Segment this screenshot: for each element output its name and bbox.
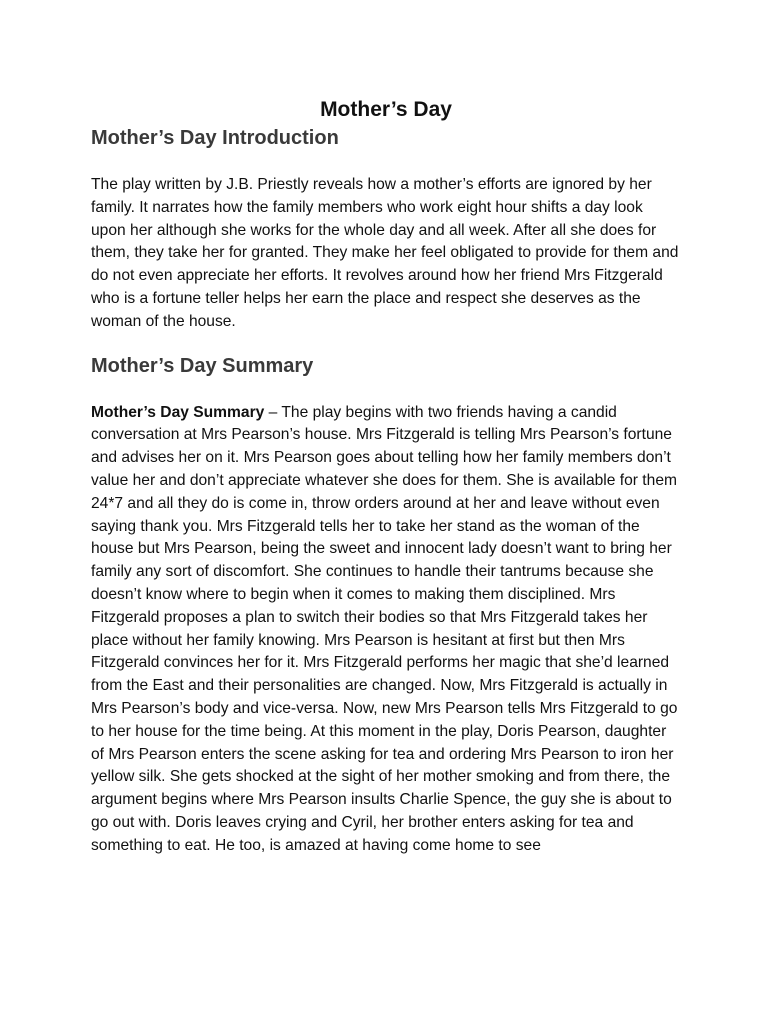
section-heading-introduction: Mother’s Day Introduction [91, 127, 339, 149]
page-title: Mother’s Day [320, 98, 452, 121]
section-heading-summary: Mother’s Day Summary [91, 354, 314, 377]
summary-body-text: – The play begins with two friends having a candid conversation at Mrs Pearson’s house. Mrs Fitzgerald is telling Mrs Pearson’s fortune and advises her on it. Mrs Pearson goes about telling how her family members don’t value her and don’t appreciate whatever she does for them. She is available for them 24*7 and all they do is come in, throw orders around at her and leave without even saying thank you. Mrs Fitzgerald tells her to take her stand as the woman of the house but Mrs Pearson, being the sweet and innocent lady doesn’t want to bring her family any sort of discomfort. She continues to handle their tantrums because she doesn’t know where to begin when it comes to making them disciplined. Mrs Fitzgerald proposes a plan to switch their bodies so that Mrs Fitzgerald takes her place without her family knowing. Mrs Pearson is hesitant at first but then Mrs Fitzgerald convinces her for it. Mrs Fitzgerald performs her magic that she’d learned from the East and their personalities are changed. Now, Mrs Fitzgerald is actually in Mrs Pearson’s body and vice-versa. Now, new Mrs Pearson tells Mrs Fitzgerald to go to her house for the time being. At this moment in the play, Doris Pearson, daughter of Mrs Pearson enters the scene asking for tea and ordering Mrs Pearson to iron her yellow silk. She gets shocked at the sight of her mother smoking and from there, the argument begins where Mrs Pearson insults Charlie Spence, the guy she is about to go out with. Doris leaves crying and Cyril, her brother enters asking for tea and something to eat. He too, is amazed at having come home to see [91, 403, 678, 854]
summary-paragraph [91, 402, 681, 858]
summary-lead-in: Mother’s Day Summary [91, 403, 265, 421]
document-page [91, 96, 681, 858]
introduction-paragraph: The play written by J.B. Priestly reveals how a mother’s efforts are ignored by her family. It narrates how the family members who work eight hour shifts a day look upon her although she works for the whole day and all week. After all she does for them, they take her for granted. They make her feel obligated to provide for them and do not even appreciate her efforts. It revolves around how her friend Mrs Fitzgerald who is a fortune teller helps her earn the place and respect she deserves as the woman of the house. [91, 176, 679, 330]
